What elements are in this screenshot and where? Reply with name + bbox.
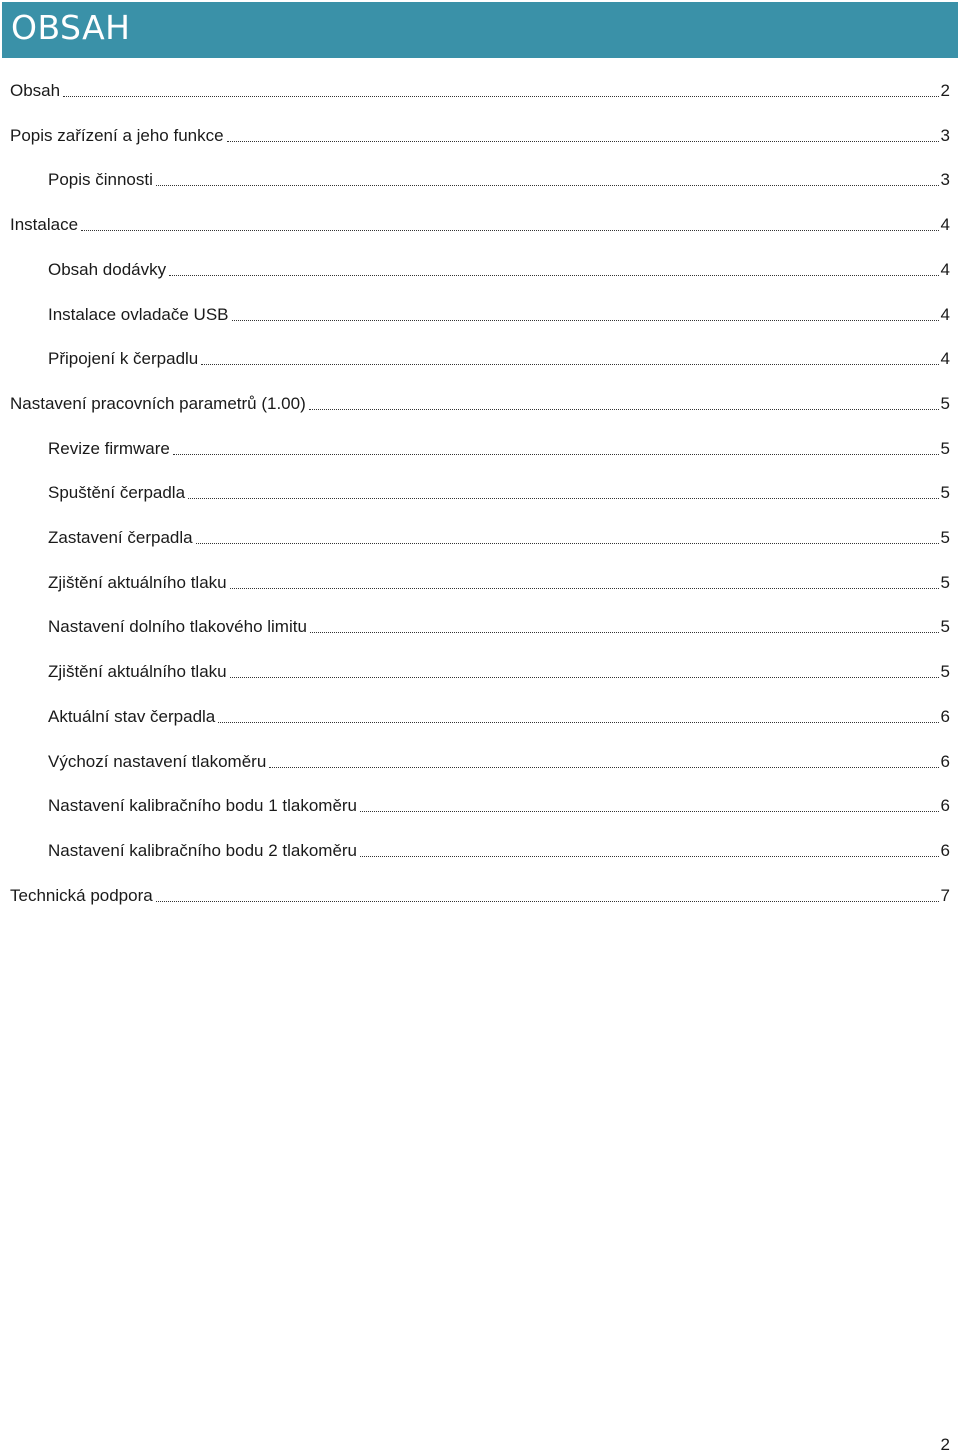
toc-entry-label: Zjištění aktuálního tlaku — [48, 573, 227, 592]
dot-leader — [227, 140, 939, 142]
toc-entry-kalibrace-1[interactable] — [48, 791, 950, 817]
dot-leader — [201, 363, 938, 365]
toc-entry-label: Popis činnosti — [48, 170, 153, 189]
toc-entry-page: 4 — [940, 349, 950, 368]
toc-entry-zjisteni-tlaku[interactable] — [48, 568, 950, 594]
toc-entry-page: 4 — [940, 260, 950, 279]
toc-entry-label: Zjištění aktuálního tlaku — [48, 662, 227, 681]
dot-leader — [156, 900, 939, 902]
toc-entry-obsah[interactable] — [10, 76, 950, 102]
toc-entry-page: 3 — [940, 170, 950, 189]
toc-entry-instalace[interactable] — [10, 210, 950, 236]
toc-entry-pripojeni[interactable] — [48, 344, 950, 370]
toc-entry-page: 5 — [940, 439, 950, 458]
page-number: 2 — [940, 1435, 950, 1454]
toc-entry-zastaveni[interactable] — [48, 523, 950, 549]
toc-entry-label: Výchozí nastavení tlakoměru — [48, 752, 267, 771]
toc-entry-page: 4 — [940, 215, 950, 234]
toc-entry-page: 7 — [940, 886, 950, 905]
toc-entry-nastaveni-parametru[interactable] — [10, 389, 950, 415]
dot-leader — [63, 95, 938, 97]
toc-entry-label: Zastavení čerpadla — [48, 528, 193, 547]
dot-leader — [269, 766, 938, 768]
dot-leader — [173, 453, 939, 455]
dot-leader — [230, 676, 939, 678]
dot-leader — [188, 497, 938, 499]
toc-entry-label: Aktuální stav čerpadla — [48, 707, 216, 726]
dot-leader — [169, 274, 938, 276]
toc-entry-spusteni[interactable] — [48, 478, 950, 504]
dot-leader — [309, 408, 939, 410]
toc-entry-page: 5 — [940, 528, 950, 547]
dot-leader — [218, 721, 938, 723]
toc-entry-page: 5 — [940, 483, 950, 502]
toc-entry-label: Nastavení pracovních parametrů (1.00) — [10, 394, 306, 413]
toc-entry-page: 6 — [940, 841, 950, 860]
toc-entry-kalibrace-2[interactable] — [48, 836, 950, 862]
toc-entry-label: Obsah dodávky — [48, 260, 167, 279]
toc-entry-label: Nastavení kalibračního bodu 1 tlakoměru — [48, 796, 358, 815]
toc-entry-label: Technická podpora — [10, 886, 153, 905]
toc-entry-page: 5 — [940, 573, 950, 592]
toc-entry-label: Revize firmware — [48, 439, 170, 458]
header-bar — [2, 2, 958, 58]
toc-entry-page: 5 — [940, 662, 950, 681]
toc-entry-label: Připojení k čerpadlu — [48, 349, 199, 368]
toc-entry-instalace-ovladace[interactable] — [48, 300, 950, 326]
toc-entry-page: 5 — [940, 394, 950, 413]
toc-entry-page: 4 — [940, 305, 950, 324]
toc-entry-label: Nastavení kalibračního bodu 2 tlakoměru — [48, 841, 358, 860]
toc-entry-label: Spuštění čerpadla — [48, 483, 186, 502]
dot-leader — [360, 855, 939, 857]
toc-entry-revize-firmware[interactable] — [48, 434, 950, 460]
dot-leader — [81, 229, 938, 231]
toc-entry-dolni-limit[interactable] — [48, 612, 950, 638]
toc-entry-popis-cinnosti[interactable] — [48, 165, 950, 191]
dot-leader — [196, 542, 939, 544]
dot-leader — [310, 631, 939, 633]
dot-leader — [230, 587, 939, 589]
toc-entry-page: 2 — [940, 81, 950, 100]
toc-entry-vychozi-nastaveni[interactable] — [48, 747, 950, 773]
toc-entry-label: Instalace — [10, 215, 79, 234]
toc-entry-page: 6 — [940, 707, 950, 726]
toc-entry-label: Nastavení dolního tlakového limitu — [48, 617, 307, 636]
toc-entry-label: Obsah — [10, 81, 61, 100]
dot-leader — [232, 319, 939, 321]
toc-entry-label: Instalace ovladače USB — [48, 305, 229, 324]
toc-entry-popis-zarizeni[interactable] — [10, 121, 950, 147]
toc-entry-page: 3 — [940, 126, 950, 145]
dot-leader — [156, 184, 939, 186]
toc-entry-aktualni-stav[interactable] — [48, 702, 950, 728]
toc-entry-page: 5 — [940, 617, 950, 636]
toc-entry-page: 6 — [940, 796, 950, 815]
toc-entry-label: Popis zařízení a jeho funkce — [10, 126, 224, 145]
toc-entry-zjisteni-tlaku-2[interactable] — [48, 657, 950, 683]
page-title: OBSAH — [11, 8, 131, 47]
toc-entry-obsah-dodavky[interactable] — [48, 255, 950, 281]
toc-entry-technicka-podpora[interactable] — [10, 881, 950, 907]
toc-entry-page: 6 — [940, 752, 950, 771]
dot-leader — [360, 810, 939, 812]
